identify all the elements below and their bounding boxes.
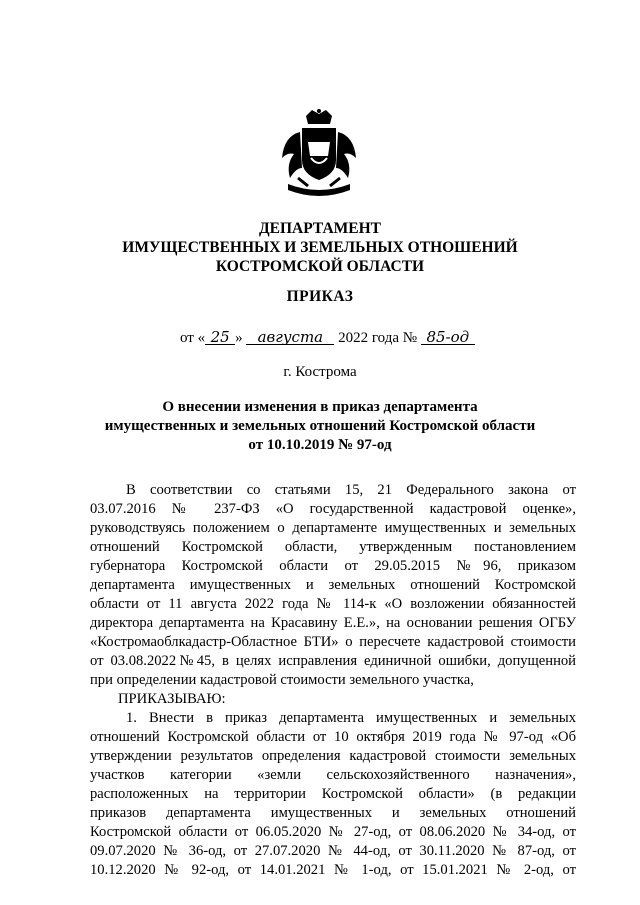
order-date-line <box>180 330 475 347</box>
subject-line-3: от 10.10.2019 № 97-од <box>248 437 392 453</box>
date-prefix: от « <box>180 330 206 346</box>
body-line: области от 11 августа 2022 года № 114-к «О возложении обязанностей <box>90 596 576 612</box>
body-line: 09.07.2020 № 36-од, от 27.07.2020 № 44-од, от 30.11.2020 № 87-од, от <box>90 843 576 859</box>
body-line: 10.12.2020 № 92-од, от 14.01.2021 № 1-од, от 15.01.2021 № 2-од, от <box>90 862 576 878</box>
department-title-line-1: ДЕПАРТАМЕНТ <box>258 220 382 237</box>
date-day-handwritten: 25 <box>205 330 235 345</box>
body-line: утверждении результатов определения кадастровой стоимости земельных <box>90 748 576 764</box>
date-year: 2022 года № <box>338 330 418 346</box>
body-line: В соответствии со статьями 15, 21 Федерального закона от <box>126 482 576 498</box>
subject-line-2: имущественных и земельных отношений Костромской области <box>104 418 536 434</box>
date-month-handwritten: августа <box>246 330 334 345</box>
body-line: «Костромаоблкадастр-Областное БТИ» о пересчете кадастровой стоимости <box>90 634 576 650</box>
city: г. Кострома <box>283 364 357 380</box>
department-title-line-3: КОСТРОМСКОЙ ОБЛАСТИ <box>215 258 425 275</box>
body-line: директора департамента на Красавину Е.Е.», на основании решения ОГБУ <box>90 615 576 631</box>
body-line: руководствуясь положением о департаменте имущественных и земельных <box>90 520 576 536</box>
body-line-prikazyvayu: ПРИКАЗЫВАЮ: <box>118 691 226 707</box>
body-line: департамента имущественных и земельных отношений Костромской <box>90 577 576 593</box>
date-mid: » <box>235 330 243 346</box>
body-line: 03.07.2016 № 237-ФЗ «О государственной кадастровой оценке», <box>90 501 576 517</box>
order-number-handwritten: 85-од <box>421 330 475 345</box>
body-line: губернатора Костромской области от 29.05.2015 №96, приказом <box>90 558 576 574</box>
body-line: приказов департамента имущественных и земельных отношений <box>90 805 576 821</box>
department-title-line-2: ИМУЩЕСТВЕННЫХ И ЗЕМЕЛЬНЫХ ОТНОШЕНИЙ <box>122 239 518 256</box>
body-line: расположенных на территории Костромской области» (в редакции <box>90 786 576 802</box>
body-line: отношений Костромской области от 10 октября 2019 года № 97-од «Об <box>90 729 576 745</box>
body-line: 1. Внести в приказ департамента имущественных и земельных <box>126 710 576 726</box>
body-line: участков категории «земли сельскохозяйственного назначения», <box>90 767 576 783</box>
order-title: ПРИКАЗ <box>286 288 354 305</box>
coat-of-arms-emblem-icon <box>278 108 360 204</box>
body-line: Костромской области от 06.05.2020 № 27-од, от 08.06.2020 № 34-од, от <box>90 824 576 840</box>
body-line: отношений Костромской области, утвержденным постановлением <box>90 539 576 555</box>
body-line: от 03.08.2022№45, в целях исправления единичной ошибки, допущенной <box>90 653 576 669</box>
body-line: при определении кадастровой стоимости земельного участка, <box>90 672 474 688</box>
subject-line-1: О внесении изменения в приказ департамента <box>162 399 478 415</box>
